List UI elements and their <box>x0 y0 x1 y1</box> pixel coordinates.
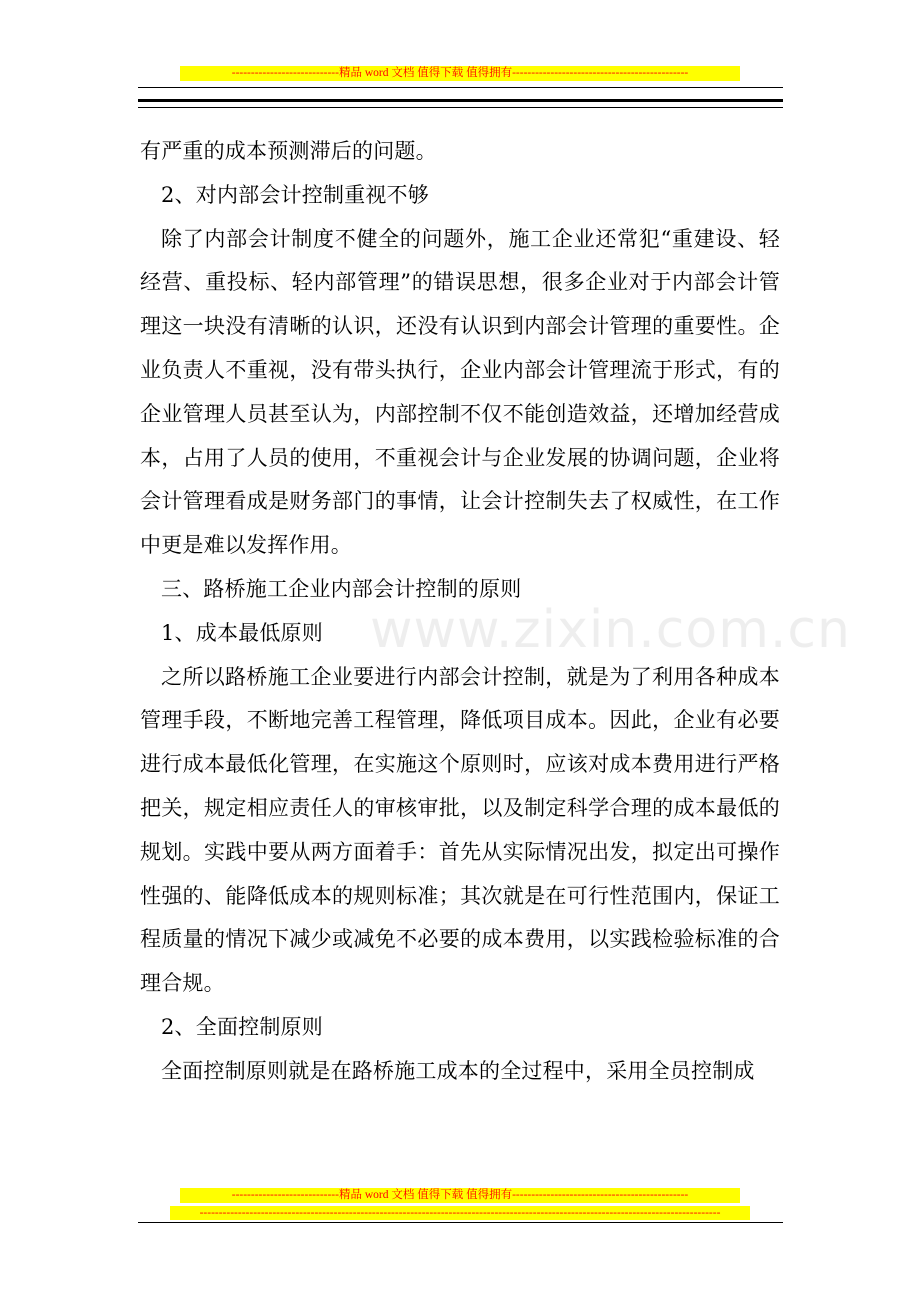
paragraph-body: 除了内部会计制度不健全的问题外，施工企业还常犯“重建设、轻经营、重投标、轻内部管理”的错误思想，很多企业对于内部会计管理这一块没有清晰的认识，还没有认识到内部会计管理的重要性。企业负责人不重视，没有带头执行，企业内部会计管理流于形式，有的企业管理人员甚至认为，内部控制不仅不能创造效益，还增加经营成本，占用了人员的使用，不重视会计与企业发展的协调问题，企业将会计管理看成是财务部门的事情，让会计控制失去了权威性，在工作中更是难以发挥作用。 <box>140 226 780 558</box>
chapter-heading-3: 三、路桥施工企业内部会计控制的原则 <box>161 576 522 601</box>
footer-banner-dashes: ---------------------------------------------------------------------------------------------------------------------------------------- <box>170 1206 750 1220</box>
header-rule-thin <box>138 87 783 88</box>
paragraph-continuation: 有严重的成本预测滞后的问题。 <box>140 139 437 163</box>
paragraph-body-last: 全面控制原则就是在路桥施工成本的全过程中，采用全员控制成 <box>161 1058 755 1083</box>
footer-banner: ----------------------------精品 word 文档 值得下载 值得拥有---------------------------------------------- <box>180 1188 740 1203</box>
section-heading-2b: 2、全面控制原则 <box>161 1014 323 1039</box>
watermark: www.zixin.com.cn <box>370 600 851 660</box>
section-heading-1: 1、成本最低原则 <box>161 620 323 645</box>
footer-rule <box>138 1222 783 1223</box>
document-body <box>140 130 780 1094</box>
paragraph-body: 之所以路桥施工企业要进行内部会计控制，就是为了利用各种成本管理手段，不断地完善工程管理，降低项目成本。因此，企业有必要进行成本最低化管理，在实施这个原则时，应该对成本费用进行严格把关，规定相应责任人的审核审批，以及制定科学合理的成本最低的规划。实践中要从两方面着手：首先从实际情况出发，拟定出可操作性强的、能降低成本的规则标准；其次就是在可行性范围内，保证工程质量的情况下减少或减免不必要的成本费用，以实践检验标准的合理合规。 <box>140 664 780 996</box>
header-banner: ----------------------------精品 word 文档 值得下载 值得拥有---------------------------------------------- <box>180 66 740 81</box>
section-heading-2: 2、对内部会计控制重视不够 <box>161 182 429 207</box>
header-rule-thin-lower <box>138 107 783 108</box>
header-rule-thick <box>138 99 783 102</box>
